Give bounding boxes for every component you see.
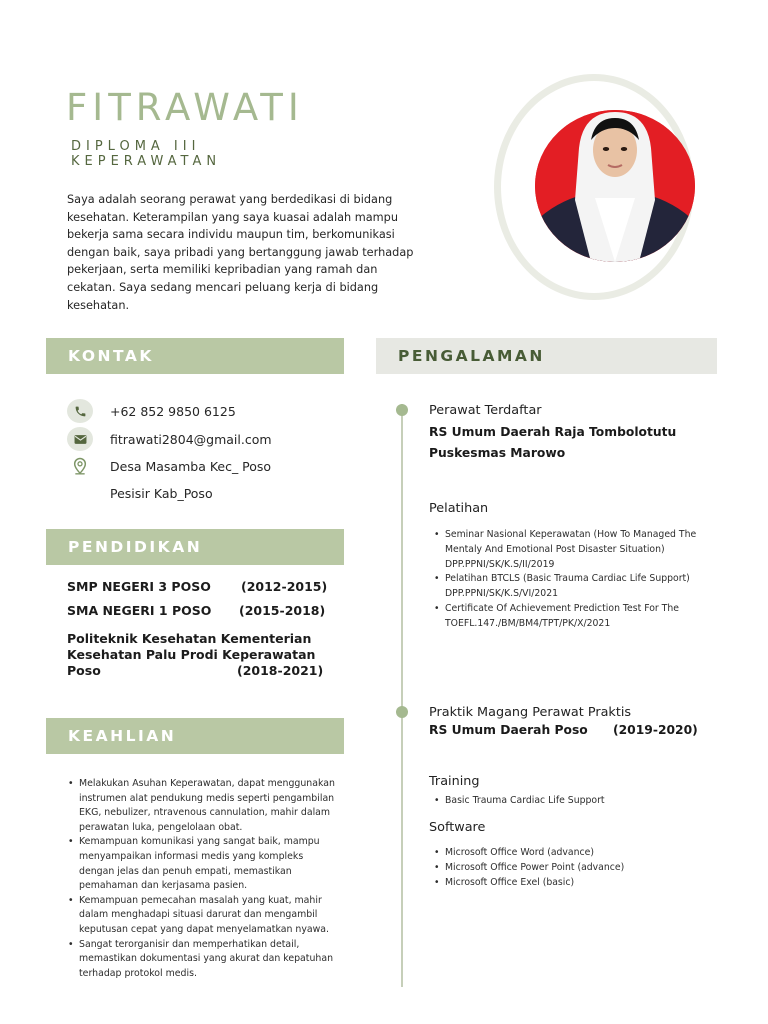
profile-photo (535, 110, 695, 262)
job-1-place-1: RS Umum Daerah Raja Tombolotutu (429, 425, 677, 439)
edu-school-3-line-1: Politeknik Kesehatan Kementerian (67, 631, 312, 646)
timeline-line (401, 404, 403, 987)
training-2-list (434, 794, 719, 809)
timeline-dot (396, 404, 408, 416)
section-header-experience: PENGALAMAN (376, 338, 717, 374)
software-list (434, 846, 719, 890)
list-item: • Microsoft Office Word (advance) (434, 846, 719, 861)
section-header-skills: KEAHLIAN (46, 718, 344, 754)
degree-line-1: DIPLOMA III (71, 139, 201, 154)
section-header-contact: KONTAK (46, 338, 344, 374)
list-item: • Kemampuan pemecahan masalah yang kuat, mahir dalam menghadapi situasi darurat dan mengambil keputusan cepat yang dapat menyelamatkan nyawa. (67, 894, 339, 938)
candidate-name: FITRAWATI (66, 86, 304, 129)
job-1-place-2: Puskesmas Marowo (429, 446, 566, 460)
contact-email[interactable]: fitrawati2804@gmail.com (110, 431, 272, 447)
list-item: • Kemampuan komunikasi yang sangat baik, mampu menyampaikan informasi medis yang kompleks dengan jelas dan penuh empati, memastikan pemahaman dan kerjasama pasien. (67, 835, 339, 893)
training-2-heading: Training (429, 774, 480, 789)
person-portrait-icon (535, 110, 695, 262)
degree-line-2: KEPERAWATAN (71, 154, 222, 169)
contact-address-row (67, 454, 271, 478)
skills-list (67, 777, 339, 981)
list-item: • Pelatihan BTCLS (Basic Trauma Cardiac Life Support) DPP.PPNI/SK/K.S/VI/2021 (434, 572, 719, 602)
contact-email-row (67, 427, 272, 451)
edu-school-2: SMA NEGERI 1 POSO (67, 603, 212, 618)
contact-phone[interactable]: +62 852 9850 6125 (110, 403, 236, 419)
phone-icon (67, 399, 93, 423)
list-item: • Seminar Nasional Keperawatan (How To Managed The Mentaly And Emotional Post Disaster Situation) DPP.PPNI/SK/K.S/II/2019 (434, 528, 719, 572)
contact-phone-row (67, 399, 236, 423)
contact-address-line-1: Desa Masamba Kec_ Poso (110, 458, 272, 474)
job-1-title: Perawat Terdaftar (429, 403, 542, 418)
degree-title (71, 139, 221, 169)
location-pin-icon (67, 454, 93, 478)
training-heading: Pelatihan (429, 501, 489, 516)
contact-address-line-2: Pesisir Kab_Poso (110, 486, 213, 501)
timeline-dot (396, 706, 408, 718)
list-item: • Basic Trauma Cardiac Life Support (434, 794, 719, 809)
software-heading: Software (429, 820, 486, 835)
list-item: • Melakukan Asuhan Keperawatan, dapat menggunakan instrumen alat pendukung medis seperti pengambilan EKG, nebulizer, ntravenous cannulation, mahir dalam perawatan luka, pengelolaan obat. (67, 777, 339, 835)
profile-summary: Saya adalah seorang perawat yang berdedikasi di bidang kesehatan. Keterampilan yang saya kuasai adalah mampu bekerja sama secara individu maupun tim, berkomunikasi dengan baik, saya pribadi yang bertanggung jawab terhadap pekerjaan, serta memiliki kepribadian yang ramah dan cekatan. Saya sedang mencari peluang kerja di bidang kesehatan. (67, 193, 414, 312)
list-item: • Sangat terorganisir dan memperhatikan detail, memastikan dokumentasi yang akurat dan kepatuhan terhadap protokol medis. (67, 938, 339, 982)
job-2-place: RS Umum Daerah Poso (429, 723, 588, 737)
edu-school-3-line-3: Poso (67, 663, 101, 678)
edu-school-1: SMP NEGERI 3 POSO (67, 579, 211, 594)
training-list (434, 528, 719, 632)
job-2-title: Praktik Magang Perawat Praktis (429, 705, 632, 720)
job-2-years: (2019-2020) (613, 723, 698, 737)
edu-years-1: (2012-2015) (241, 579, 328, 594)
list-item: • Microsoft Office Power Point (advance) (434, 861, 719, 876)
list-item: • Microsoft Office Exel (basic) (434, 876, 719, 891)
section-header-education: PENDIDIKAN (46, 529, 344, 565)
edu-years-2: (2015-2018) (239, 603, 326, 618)
edu-years-3: (2018-2021) (237, 663, 324, 678)
edu-school-3-line-2: Kesehatan Palu Prodi Keperawatan (67, 647, 316, 662)
email-icon (67, 427, 93, 451)
list-item: • Certificate Of Achievement Prediction Test For The TOEFL.147./BM/BM4/TPT/PK/X/2021 (434, 602, 719, 632)
